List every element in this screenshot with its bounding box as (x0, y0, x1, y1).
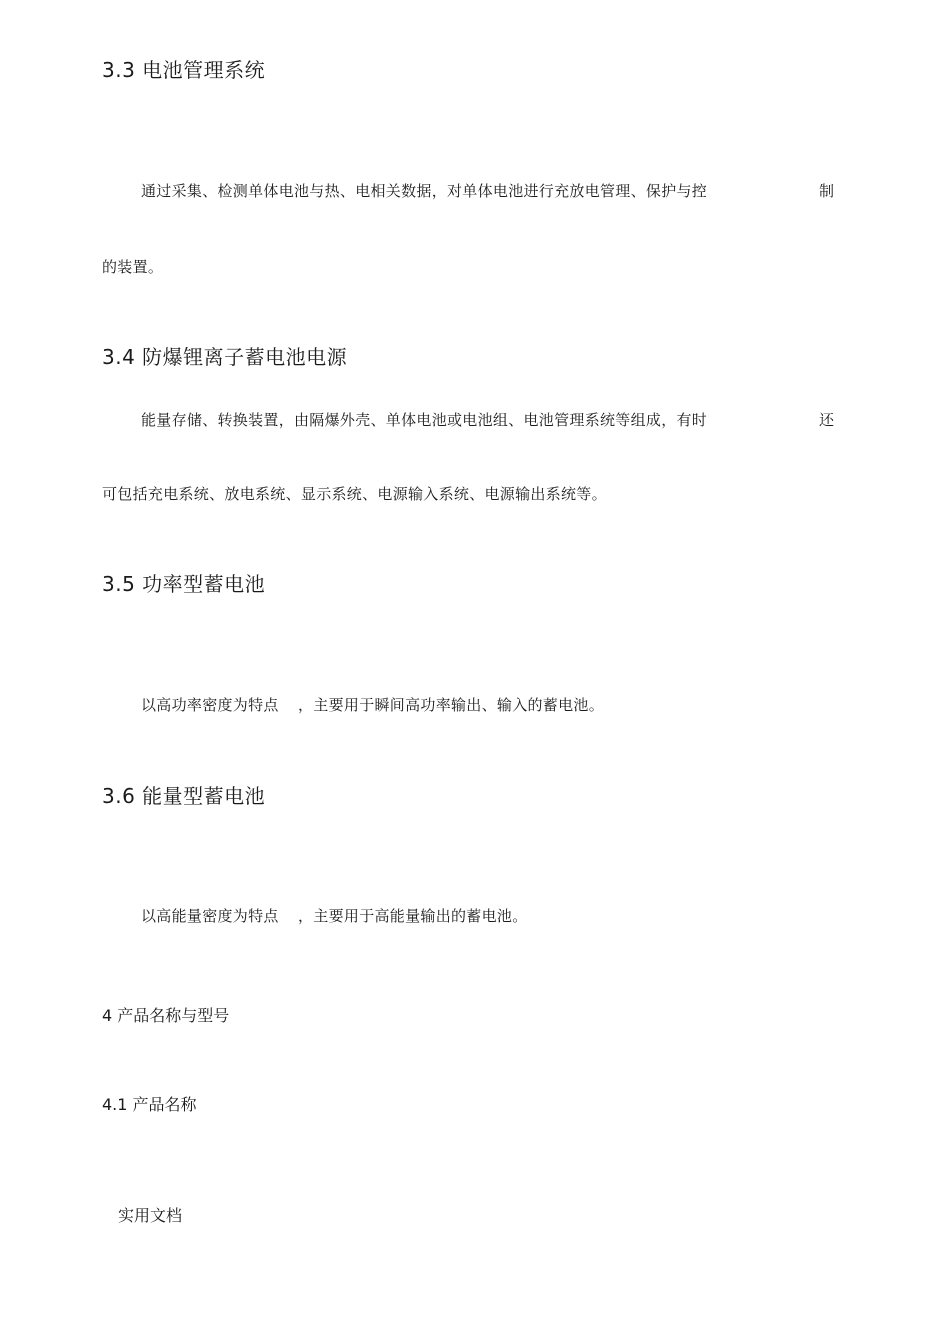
section-3-5-heading: 3.5 功率型蓄电池 (102, 572, 266, 596)
section-3-5-line1-b: ，主要用于瞬间高功率输出、输入的蓄电池。 (298, 696, 605, 714)
section-3-3-heading: 3.3 电池管理系统 (102, 58, 266, 82)
section-4-heading: 4 产品名称与型号 (102, 1006, 230, 1025)
section-3-4-line1-end: 还 (819, 411, 835, 429)
section-3-5-line1-a: 以高功率密度为特点 (141, 696, 279, 714)
section-3-6-line1-b: ，主要用于高能量输出的蓄电池。 (298, 907, 528, 925)
section-3-6-line1-a: 以高能量密度为特点 (141, 907, 279, 925)
section-3-4-line1: 能量存储、转换装置，由隔爆外壳、单体电池或电池组、电池管理系统等组成，有时 (141, 411, 708, 429)
section-3-3-line2: 的装置。 (102, 258, 164, 276)
section-3-6-heading: 3.6 能量型蓄电池 (102, 784, 266, 808)
section-4-1-heading: 4.1 产品名称 (102, 1095, 197, 1114)
section-3-4-line2: 可包括充电系统、放电系统、显示系统、电源输入系统、电源输出系统等。 (102, 485, 607, 503)
section-3-3-line1-end: 制 (819, 182, 835, 200)
footer-label: 实用文档 (118, 1206, 183, 1225)
section-3-3-line1: 通过采集、检测单体电池与热、电相关数据，对单体电池进行充放电管理、保护与控 (141, 182, 708, 200)
section-3-4-heading: 3.4 防爆锂离子蓄电池电源 (102, 345, 348, 369)
